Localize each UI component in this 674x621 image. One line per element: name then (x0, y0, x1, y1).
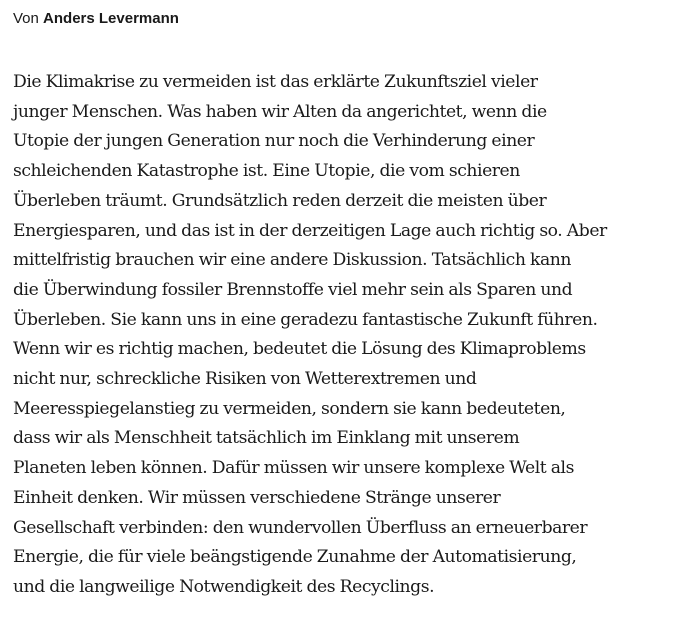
article-line: Überleben träumt. Grundsätzlich reden derzeit die meisten über (13, 190, 547, 211)
article-line: Meeresspiegelanstieg zu vermeiden, sondern sie kann bedeuteten, (13, 398, 566, 419)
article-line: Einheit denken. Wir müssen verschiedene Stränge unserer (13, 487, 501, 508)
article-line: Planeten leben können. Dafür müssen wir unsere komplexe Welt als (13, 458, 574, 479)
article-line: Überleben. Sie kann uns in eine geradezu fantastische Zukunft führen. (13, 309, 598, 330)
article-line: die Überwindung fossiler Brennstoffe viel mehr sein als Sparen und (13, 279, 573, 300)
article-line: nicht nur, schreckliche Risiken von Wetterextremen und (13, 369, 477, 390)
article-line: mittelfristig brauchen wir eine andere Diskussion. Tatsächlich kann (13, 250, 571, 271)
byline (13, 8, 179, 30)
article-line: dass wir als Menschheit tatsächlich im Einklang mit unserem (13, 428, 520, 449)
article-line: und die langweilige Notwendigkeit des Recyclings. (13, 576, 435, 597)
article-line: Wenn wir es richtig machen, bedeutet die Lösung des Klimaproblems (13, 339, 586, 360)
article-line: junger Menschen. Was haben wir Alten da angerichtet, wenn die (13, 101, 547, 122)
article-line: Energiesparen, und das ist in der derzeitigen Lage auch richtig so. Aber (13, 220, 607, 241)
article-line: Die Klimakrise zu vermeiden ist das erklärte Zukunftsziel vieler (13, 72, 538, 92)
article-line: Energie, die für viele beängstigende Zunahme der Automatisierung, (13, 547, 577, 568)
article-paragraph (13, 68, 668, 603)
article-line: Utopie der jungen Generation nur noch die Verhinderung einer (13, 131, 535, 152)
article-line: Gesellschaft verbinden: den wundervollen Überfluss an erneuerbarer (13, 517, 588, 538)
byline-author: Anders Levermann (43, 10, 179, 27)
article-line: schleichenden Katastrophe ist. Eine Utopie, die vom schieren (13, 161, 520, 182)
byline-prefix: Von (13, 10, 39, 27)
